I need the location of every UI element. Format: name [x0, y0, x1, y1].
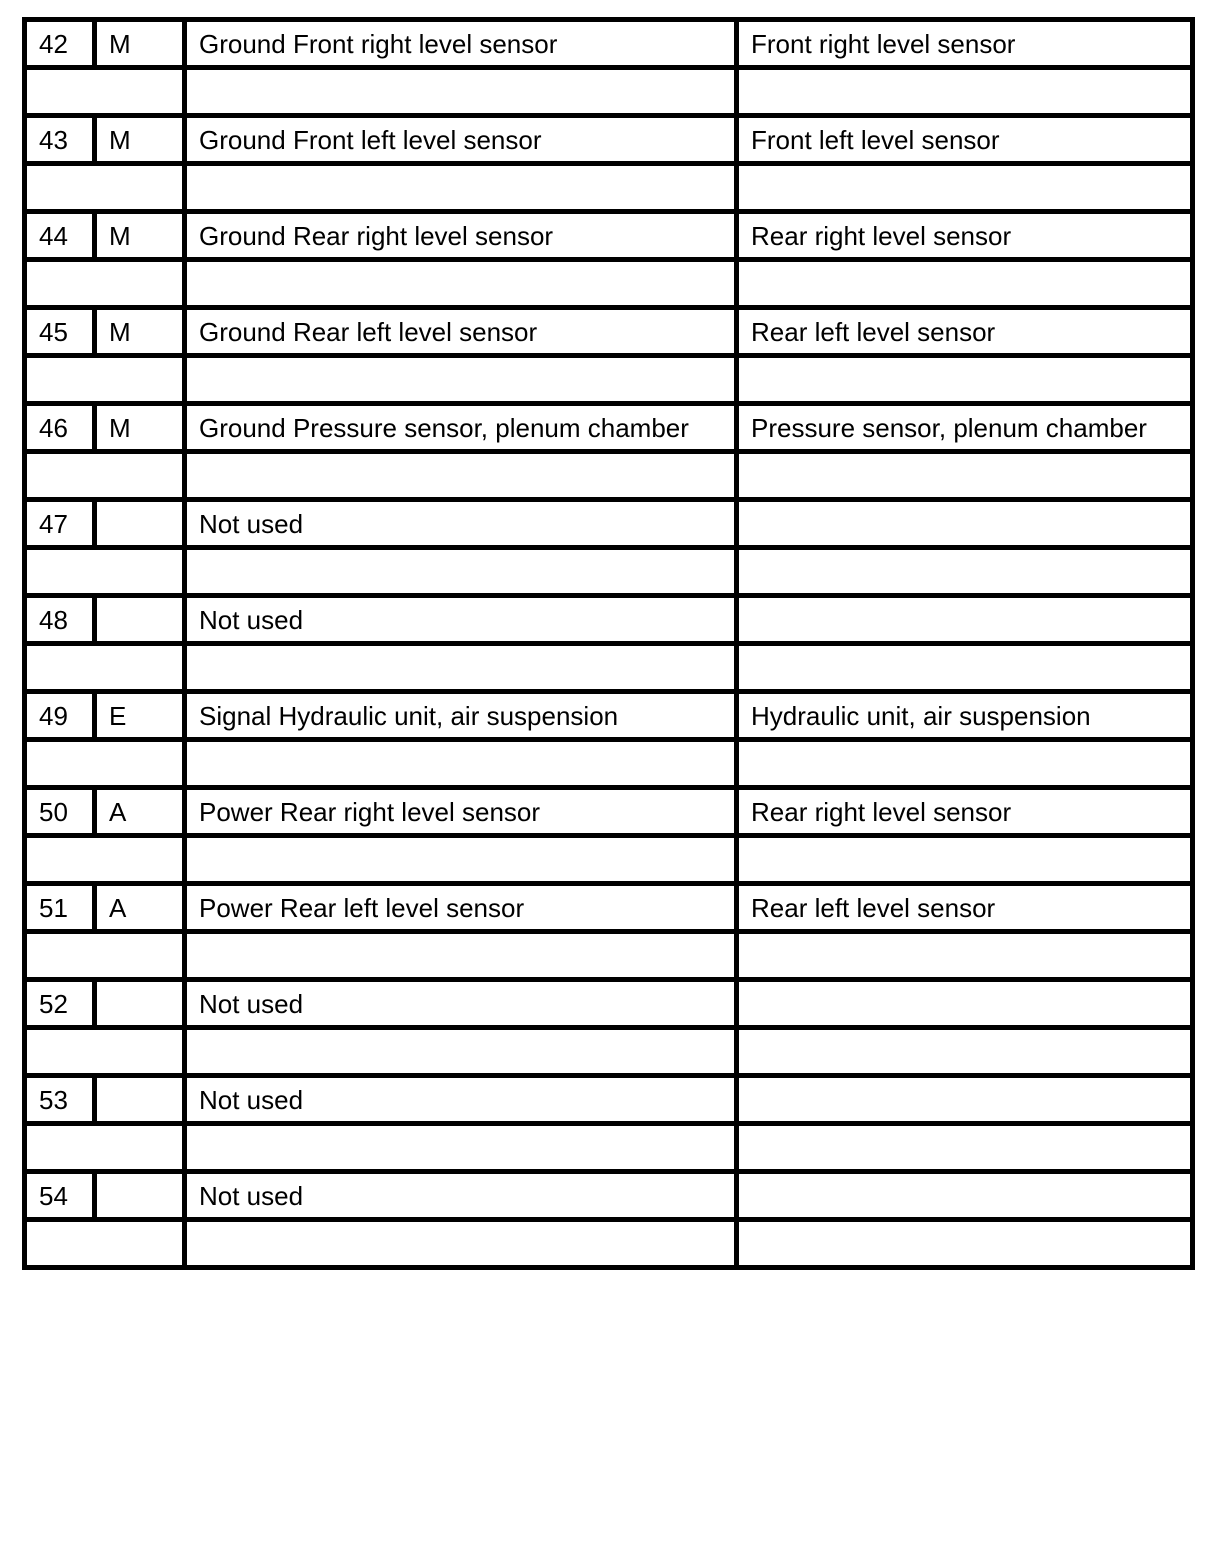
spacer-cell: [25, 68, 185, 116]
spacer-row: [25, 1124, 1193, 1172]
spacer-cell: [25, 1220, 185, 1268]
wire-type-cell: [95, 1172, 185, 1220]
component-cell: Rear left level sensor: [737, 884, 1193, 932]
description-cell: Signal Hydraulic unit, air suspension: [185, 692, 737, 740]
spacer-cell: [25, 356, 185, 404]
component-cell: [737, 980, 1193, 1028]
description-cell: Ground Front right level sensor: [185, 20, 737, 68]
pin-number-cell: 43: [25, 116, 95, 164]
pin-row: [25, 692, 1193, 740]
pin-row: [25, 116, 1193, 164]
spacer-row: [25, 932, 1193, 980]
spacer-cell: [25, 548, 185, 596]
pin-row: [25, 788, 1193, 836]
spacer-cell: [25, 452, 185, 500]
spacer-cell: [737, 452, 1193, 500]
spacer-cell: [25, 740, 185, 788]
spacer-cell: [25, 1028, 185, 1076]
wire-type-cell: M: [95, 212, 185, 260]
spacer-cell: [185, 740, 737, 788]
wire-type-cell: M: [95, 308, 185, 356]
pin-number-cell: 45: [25, 308, 95, 356]
spacer-cell: [185, 1028, 737, 1076]
spacer-row: [25, 1220, 1193, 1268]
description-cell: Not used: [185, 980, 737, 1028]
pin-number-cell: 49: [25, 692, 95, 740]
spacer-cell: [737, 644, 1193, 692]
pin-row: [25, 404, 1193, 452]
pin-number-cell: 54: [25, 1172, 95, 1220]
pin-row: [25, 884, 1193, 932]
spacer-cell: [185, 68, 737, 116]
component-cell: [737, 596, 1193, 644]
pin-number-cell: 51: [25, 884, 95, 932]
description-cell: Not used: [185, 596, 737, 644]
component-cell: Front right level sensor: [737, 20, 1193, 68]
component-cell: Rear right level sensor: [737, 788, 1193, 836]
spacer-cell: [25, 836, 185, 884]
spacer-cell: [737, 68, 1193, 116]
spacer-cell: [737, 548, 1193, 596]
description-cell: Ground Rear right level sensor: [185, 212, 737, 260]
pin-row: [25, 500, 1193, 548]
spacer-cell: [737, 932, 1193, 980]
component-cell: Rear left level sensor: [737, 308, 1193, 356]
spacer-cell: [737, 356, 1193, 404]
description-cell: Not used: [185, 500, 737, 548]
pin-number-cell: 42: [25, 20, 95, 68]
wire-type-cell: A: [95, 884, 185, 932]
spacer-row: [25, 68, 1193, 116]
spacer-cell: [185, 548, 737, 596]
spacer-row: [25, 644, 1193, 692]
spacer-cell: [25, 164, 185, 212]
spacer-cell: [185, 1220, 737, 1268]
description-cell: Ground Rear left level sensor: [185, 308, 737, 356]
description-cell: Not used: [185, 1076, 737, 1124]
spacer-cell: [25, 644, 185, 692]
pin-number-cell: 50: [25, 788, 95, 836]
pin-number-cell: 52: [25, 980, 95, 1028]
component-cell: Rear right level sensor: [737, 212, 1193, 260]
wire-type-cell: E: [95, 692, 185, 740]
wire-type-cell: [95, 1076, 185, 1124]
description-cell: Not used: [185, 1172, 737, 1220]
spacer-cell: [737, 740, 1193, 788]
spacer-cell: [25, 260, 185, 308]
wire-type-cell: A: [95, 788, 185, 836]
component-cell: Front left level sensor: [737, 116, 1193, 164]
description-cell: Ground Pressure sensor, plenum chamber: [185, 404, 737, 452]
spacer-cell: [25, 932, 185, 980]
pin-number-cell: 48: [25, 596, 95, 644]
wire-type-cell: [95, 500, 185, 548]
spacer-row: [25, 548, 1193, 596]
description-cell: Ground Front left level sensor: [185, 116, 737, 164]
spacer-cell: [737, 1124, 1193, 1172]
wire-type-cell: [95, 980, 185, 1028]
wire-type-cell: [95, 596, 185, 644]
pin-row: [25, 1172, 1193, 1220]
spacer-row: [25, 356, 1193, 404]
pin-number-cell: 47: [25, 500, 95, 548]
component-cell: [737, 1172, 1193, 1220]
wire-type-cell: M: [95, 404, 185, 452]
spacer-cell: [185, 164, 737, 212]
spacer-cell: [185, 356, 737, 404]
spacer-cell: [737, 260, 1193, 308]
spacer-cell: [737, 1028, 1193, 1076]
wire-type-cell: M: [95, 20, 185, 68]
description-cell: Power Rear right level sensor: [185, 788, 737, 836]
spacer-cell: [737, 164, 1193, 212]
spacer-cell: [185, 836, 737, 884]
pin-number-cell: 44: [25, 212, 95, 260]
pin-row: [25, 212, 1193, 260]
pin-row: [25, 20, 1193, 68]
spacer-row: [25, 452, 1193, 500]
component-cell: [737, 500, 1193, 548]
pin-number-cell: 53: [25, 1076, 95, 1124]
spacer-cell: [185, 644, 737, 692]
spacer-row: [25, 1028, 1193, 1076]
component-cell: Pressure sensor, plenum chamber: [737, 404, 1193, 452]
spacer-cell: [185, 260, 737, 308]
spacer-cell: [185, 1124, 737, 1172]
spacer-cell: [737, 1220, 1193, 1268]
pin-row: [25, 308, 1193, 356]
spacer-cell: [185, 452, 737, 500]
component-cell: [737, 1076, 1193, 1124]
wire-type-cell: M: [95, 116, 185, 164]
spacer-row: [25, 164, 1193, 212]
component-cell: Hydraulic unit, air suspension: [737, 692, 1193, 740]
pin-row: [25, 980, 1193, 1028]
pin-table-body: [25, 20, 1193, 1268]
pin-row: [25, 596, 1193, 644]
spacer-cell: [25, 1124, 185, 1172]
description-cell: Power Rear left level sensor: [185, 884, 737, 932]
pin-assignment-table: [22, 17, 1195, 1270]
spacer-row: [25, 260, 1193, 308]
pin-number-cell: 46: [25, 404, 95, 452]
spacer-cell: [737, 836, 1193, 884]
spacer-row: [25, 836, 1193, 884]
spacer-row: [25, 740, 1193, 788]
spacer-cell: [185, 932, 737, 980]
pin-row: [25, 1076, 1193, 1124]
